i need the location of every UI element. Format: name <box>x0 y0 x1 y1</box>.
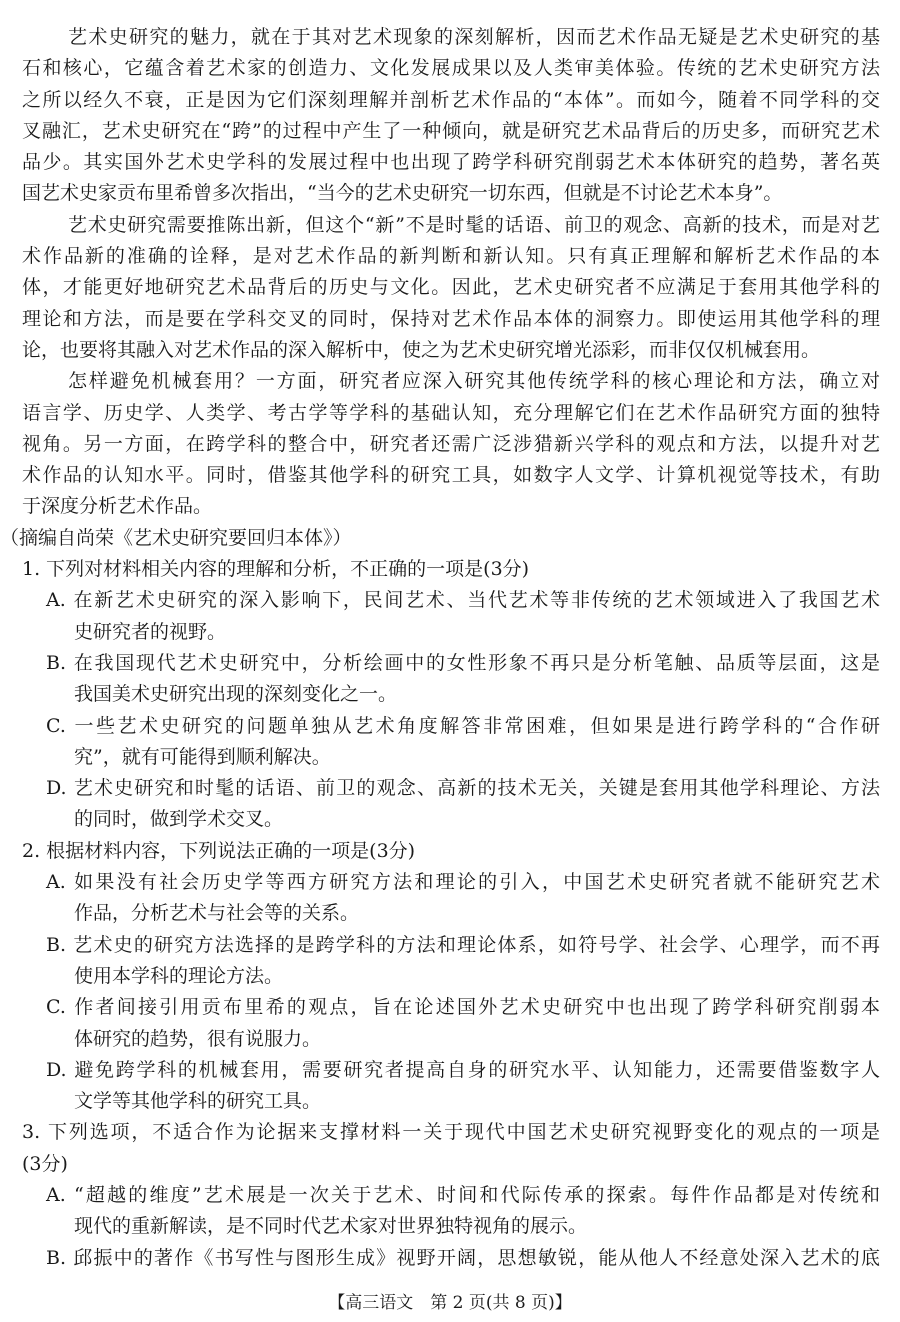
passage-line: 论，也要将其融入对艺术作品的深入解析中，使之为艺术史研究增光添彩，而非仅仅机械套用。 <box>22 338 821 361</box>
question-option: 体研究的趋势，很有说服力。 <box>74 1027 322 1050</box>
question-option: 我国美术史研究出现的深刻变化之一。 <box>74 683 398 706</box>
question-stem: 1. 下列对材料相关内容的理解和分析，不正确的一项是(3分) <box>22 558 530 581</box>
passage-line: 艺术史研究需要推陈出新，但这个“新”不是时髦的话语、前卫的观念、高新的技术，而是对艺 <box>68 213 880 236</box>
question-option: D. 艺术史研究和时髦的话语、前卫的观念、高新的技术无关，关键是套用其他学科理论、方法 <box>46 777 880 800</box>
question-option: A. 如果没有社会历史学等西方研究方法和理论的引入，中国艺术史研究者就不能研究艺术 <box>46 871 880 894</box>
question-option: C. 作者间接引用贡布里希的观点，旨在论述国外艺术史研究中也出现了跨学科研究削弱本 <box>46 996 880 1019</box>
question-option: A. 在新艺术史研究的深入影响下，民间艺术、当代艺术等非传统的艺术领域进入了我国艺术 <box>46 589 880 612</box>
passage-line: 术作品的认知水平。同时，借鉴其他学科的研究工具，如数字人文学、计算机视觉等技术，有助 <box>22 464 880 487</box>
passage-line: 叉融汇，艺术史研究在“跨”的过程中产生了一种倾向，就是研究艺术品背后的历史多，而研究艺术 <box>22 119 880 142</box>
passage-line: 理论和方法，而是要在学科交叉的同时，保持对艺术作品本体的洞察力。即使运用其他学科的理 <box>22 307 880 330</box>
question-option: 使用本学科的理论方法。 <box>74 964 284 987</box>
passage-line: 国艺术史家贡布里希曾多次指出，“当今的艺术史研究一切东西，但就是不讨论艺术本身”。 <box>22 182 783 205</box>
question-option: B. 在我国现代艺术史研究中，分析绘画中的女性形象不再只是分析笔触、品质等层面，这是 <box>46 651 880 674</box>
passage-source: （摘编自尚荣《艺术史研究要回归本体》） <box>0 526 352 549</box>
question-stem: (3分) <box>22 1152 68 1175</box>
question-option: C. 一些艺术史研究的问题单独从艺术角度解答非常困难，但如果是进行跨学科的“合作研 <box>46 714 880 737</box>
question-option: 作品，分析艺术与社会等的关系。 <box>74 902 360 925</box>
passage-line: 体，才能更好地研究艺术品背后的历史与文化。因此，艺术史研究者不应满足于套用其他学科的 <box>22 276 880 299</box>
question-option: 文学等其他学科的研究工具。 <box>74 1090 322 1113</box>
question-option: 究”，就有可能得到顺利解决。 <box>74 745 331 768</box>
passage-line: 语言学、历史学、人类学、考古学等学科的基础认知，充分理解它们在艺术作品研究方面的独特 <box>22 401 880 424</box>
passage-line: 视角。另一方面，在跨学科的整合中，研究者还需广泛涉猎新兴学科的观点和方法，以提升对艺 <box>22 432 880 455</box>
question-stem: 2. 根据材料内容，下列说法正确的一项是(3分) <box>22 839 416 862</box>
question-option: B. 邱振中的著作《书写性与图形生成》视野开阔，思想敏锐，能从他人不经意处深入艺术的底 <box>46 1246 880 1269</box>
exam-page <box>0 22 900 1274</box>
passage-line: 术作品新的准确的诠释，是对艺术作品的新判断和新认知。只有真正理解和解析艺术作品的本 <box>22 245 880 268</box>
question-option: D. 避免跨学科的机械套用，需要研究者提高自身的研究水平、认知能力，还需要借鉴数字人 <box>46 1058 880 1081</box>
passage-line: 品少。其实国外艺术史学科的发展过程中也出现了跨学科研究削弱艺术本体研究的趋势，著名英 <box>22 151 880 174</box>
passage-line: 艺术史研究的魅力，就在于其对艺术现象的深刻解析，因而艺术作品无疑是艺术史研究的基 <box>68 26 880 48</box>
question-option: 的同时，做到学术交叉。 <box>74 808 284 831</box>
passage-line: 于深度分析艺术作品。 <box>22 495 213 518</box>
question-option: B. 艺术史的研究方法选择的是跨学科的方法和理论体系，如符号学、社会学、心理学，而不再 <box>46 933 880 956</box>
passage-line: 怎样避免机械套用？一方面，研究者应深入研究其他传统学科的核心理论和方法，确立对 <box>68 370 880 393</box>
question-stem: 3. 下列选项，不适合作为论据来支撑材料一关于现代中国艺术史研究视野变化的观点的一项是 <box>22 1121 880 1144</box>
passage-line: 石和核心，它蕴含着艺术家的创造力、文化发展成果以及人类审美体验。传统的艺术史研究方法 <box>22 57 880 80</box>
question-option: 史研究者的视野。 <box>74 620 227 643</box>
passage-line: 之所以经久不衰，正是因为它们深刻理解并剖析艺术作品的“本体”。而如今，随着不同学科的交 <box>22 88 880 111</box>
question-option: A. “超越的维度”艺术展是一次关于艺术、时间和代际传承的探索。每件作品都是对传统和 <box>46 1183 880 1206</box>
question-option: 现代的重新解读，是不同时代艺术家对世界独特视角的展示。 <box>74 1215 588 1238</box>
page-footer: 【高三语文 第 2 页(共 8 页)】 <box>328 1293 572 1313</box>
